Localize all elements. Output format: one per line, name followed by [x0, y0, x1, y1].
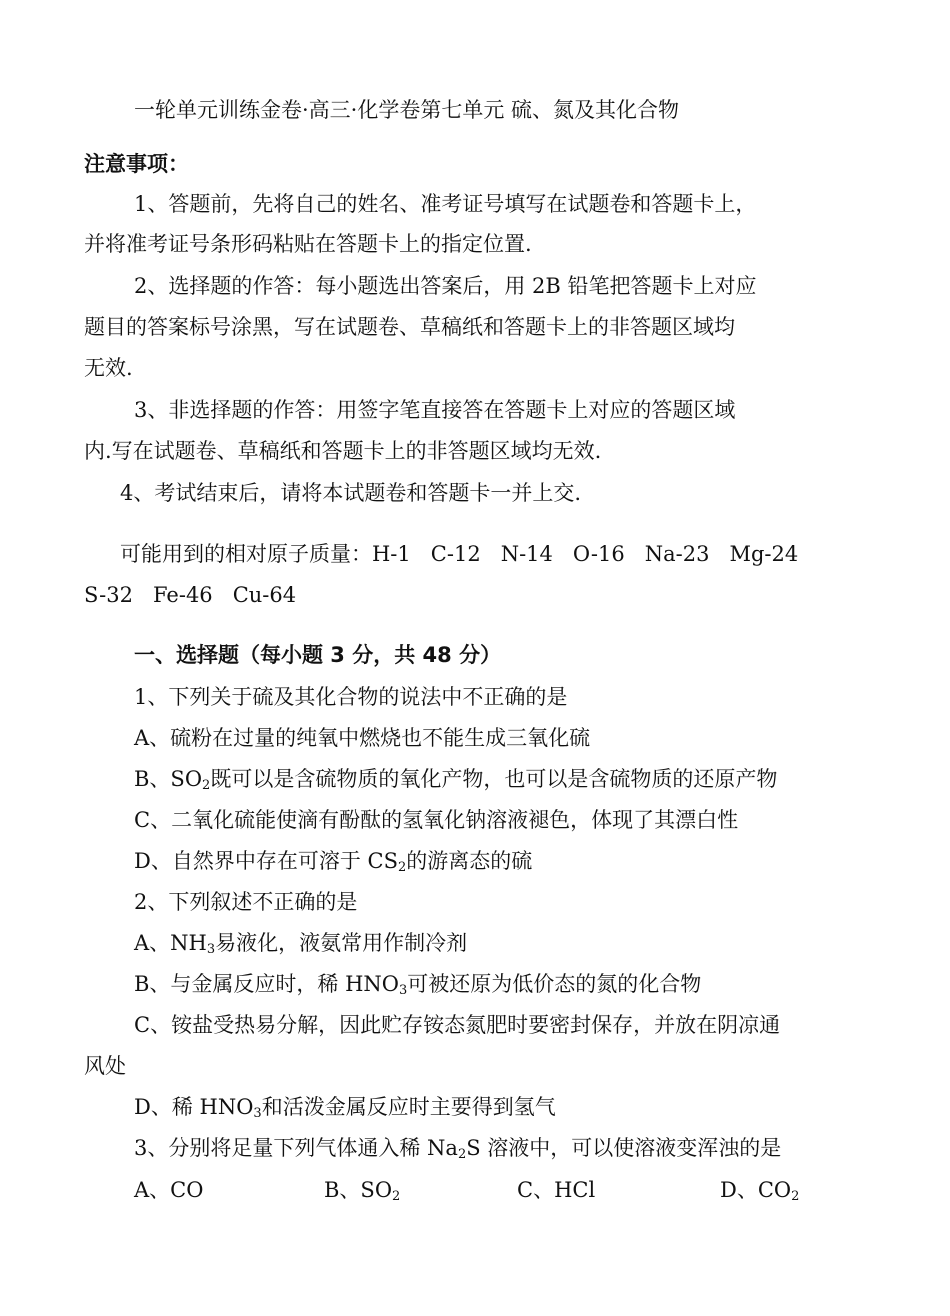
q2-option-c-line-1: C、铵盐受热易分解，因此贮存铵态氮肥时要密封保存，并放在阴凉通 — [134, 1013, 781, 1037]
q1-b-sub: 2 — [202, 778, 211, 793]
notice-line-5: 无效. — [84, 356, 133, 380]
notice-heading: 注意事项： — [84, 152, 189, 176]
q3-d-sub: 2 — [791, 1189, 800, 1204]
q2-a-post: 易液化，液氨常用作制冷剂 — [215, 931, 468, 955]
page-title: 一轮单元训练金卷·高三·化学卷第七单元 硫、氮及其化合物 — [134, 98, 680, 122]
q2-b-post: 可被还原为低价态的氮的化合物 — [407, 972, 702, 996]
q1-stem: 1、下列关于硫及其化合物的说法中不正确的是 — [134, 685, 568, 709]
q2-option-b — [134, 970, 701, 998]
notice-line-3: 2、选择题的作答：每小题选出答案后，用 2B 铅笔把答题卡上对应 — [134, 274, 757, 298]
q2-stem: 2、下列叙述不正确的是 — [134, 890, 358, 914]
q1-d-pre: D、自然界中存在可溶于 CS — [134, 849, 398, 873]
atomic-masses-line-2: S-32 Fe-46 Cu-64 — [84, 583, 297, 607]
q1-b-pre: B、SO — [134, 767, 203, 791]
q1-option-c: C、二氧化硫能使滴有酚酞的氢氧化钠溶液褪色，体现了其漂白性 — [134, 808, 739, 832]
q1-b-post: 既可以是含硫物质的氧化产物，也可以是含硫物质的还原产物 — [210, 767, 778, 791]
q3-option-c: C、HCl — [517, 1178, 596, 1202]
q2-d-pre: D、稀 HNO — [134, 1095, 254, 1119]
q3-option-b — [324, 1176, 400, 1204]
q2-d-post: 和活泼金属反应时主要得到氢气 — [261, 1095, 556, 1119]
notice-line-2: 并将准考证号条形码粘贴在答题卡上的指定位置. — [84, 232, 532, 256]
q3-stem-pre: 3、分别将足量下列气体通入稀 Na — [134, 1136, 458, 1160]
q2-b-pre: B、与金属反应时，稀 HNO — [134, 972, 400, 996]
q1-option-d — [134, 847, 532, 875]
q3-option-d — [720, 1176, 799, 1204]
notice-line-4: 题目的答案标号涂黑，写在试题卷、草稿纸和答题卡上的非答题区域均 — [84, 315, 735, 339]
notice-line-8: 4、考试结束后，请将本试题卷和答题卡一并上交. — [120, 481, 582, 505]
notice-line-7: 内.写在试题卷、草稿纸和答题卡上的非答题区域均无效. — [84, 439, 602, 463]
q3-option-a: A、CO — [134, 1178, 204, 1202]
q3-stem-post: S 溶液中，可以使溶液变浑浊的是 — [466, 1136, 782, 1160]
q1-d-post: 的游离态的硫 — [406, 849, 533, 873]
q3-d-pre: D、CO — [720, 1178, 792, 1202]
q1-d-sub: 2 — [397, 860, 407, 875]
q2-d-sub: 3 — [253, 1106, 262, 1121]
q3-b-pre: B、SO — [324, 1178, 393, 1202]
q2-a-pre: A、NH — [134, 931, 207, 955]
q3-b-sub: 2 — [392, 1189, 401, 1204]
q2-option-d — [134, 1093, 556, 1121]
q1-option-a: A、硫粉在过量的纯氧中燃烧也不能生成三氧化硫 — [134, 726, 591, 750]
q3-stem — [134, 1134, 781, 1162]
q1-option-b — [134, 765, 777, 793]
q2-option-a — [134, 929, 467, 957]
notice-line-1: 1、答题前，先将自己的姓名、准考证号填写在试题卷和答题卡上， — [134, 192, 757, 216]
atomic-masses-line-1: 可能用到的相对原子质量：H-1 C-12 N-14 O-16 Na-23 Mg-24 — [120, 542, 799, 566]
q3-stem-sub: 2 — [457, 1147, 467, 1162]
q2-a-sub: 3 — [206, 942, 216, 957]
notice-line-6: 3、非选择题的作答：用签字笔直接答在答题卡上对应的答题区域 — [134, 398, 736, 422]
q2-b-sub: 3 — [399, 983, 408, 998]
section-heading: 一、选择题（每小题 3 分，共 48 分） — [134, 643, 502, 667]
q2-option-c-line-2: 风处 — [84, 1054, 126, 1078]
